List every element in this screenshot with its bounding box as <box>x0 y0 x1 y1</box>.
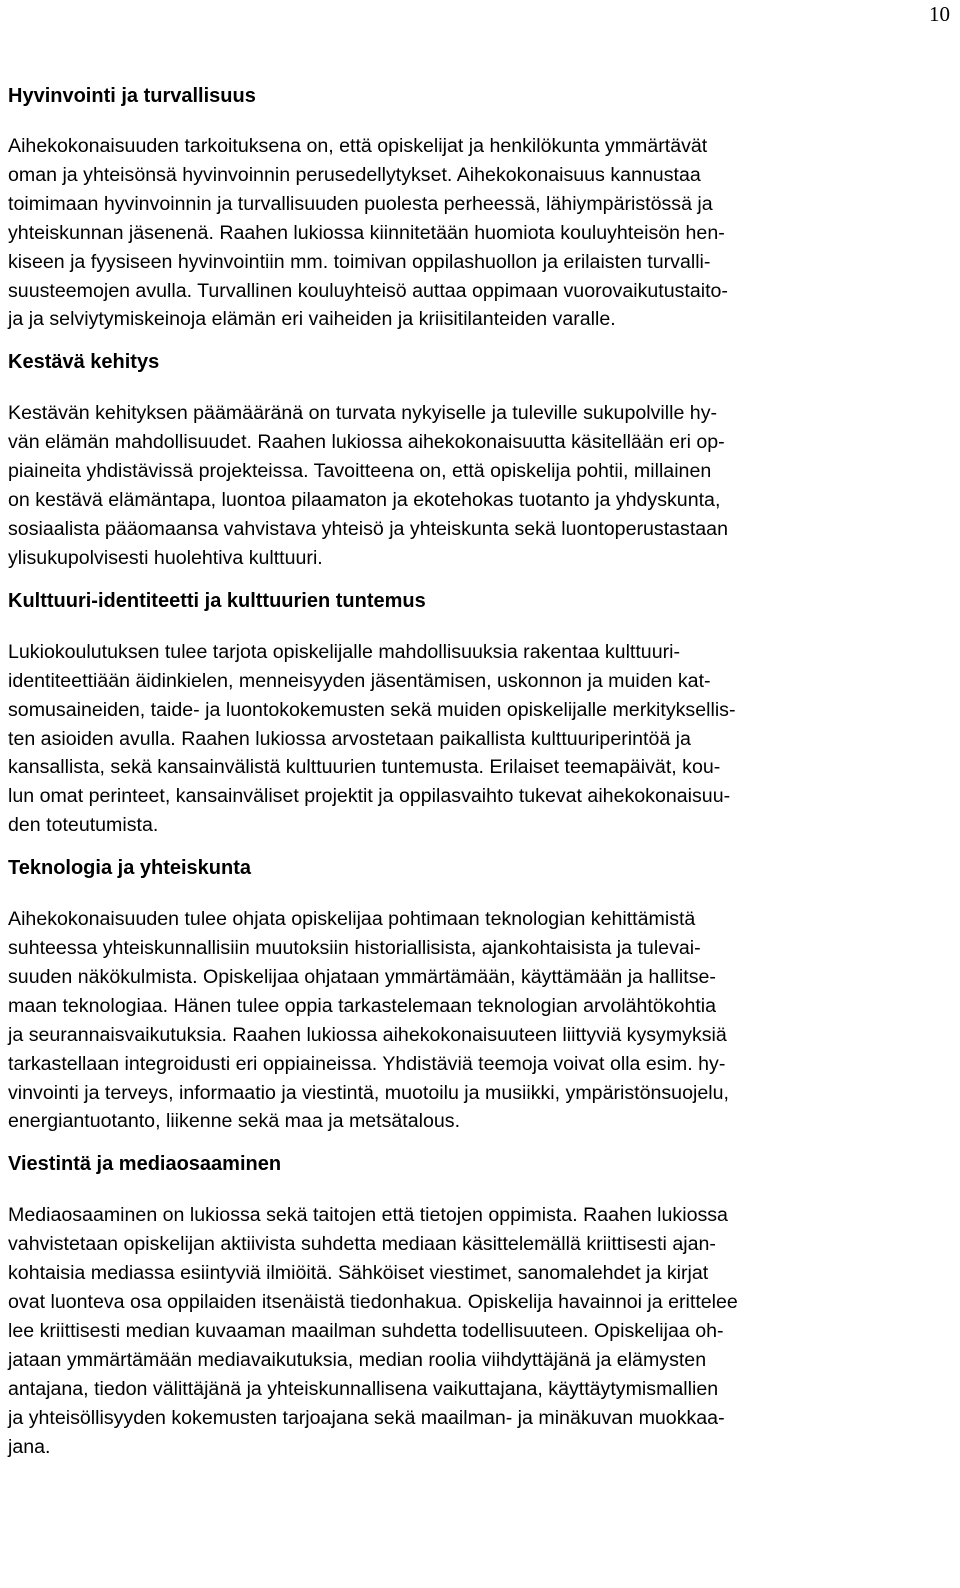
paragraph-line: on kestävä elämäntapa, luontoa pilaamaton ja ekotehokas tuotanto ja yhdyskunta, <box>8 489 721 512</box>
section-heading: Teknologia ja yhteiskunta <box>8 857 252 880</box>
paragraph-line: den toteutumista. <box>8 814 159 837</box>
paragraph-line: energiantuotanto, liikenne sekä maa ja metsätalous. <box>8 1110 461 1133</box>
section-heading: Hyvinvointi ja turvallisuus <box>8 85 256 107</box>
section-teknologia-ja-yhteiskunta <box>8 854 948 1136</box>
paragraph-line: ja ja selviytymiskeinoja elämän eri vaiheiden ja kriisitilanteiden varalle. <box>8 308 616 331</box>
paragraph-line: ja seurannaisvaikutuksia. Raahen lukiossa aihekokonaisuuteen liittyviä kysymyksiä <box>8 1023 727 1046</box>
paragraph-line: toimimaan hyvinvoinnin ja turvallisuuden puolesta perheessä, lähiympäristössä ja <box>8 192 713 215</box>
paragraph-line: identiteettiään äidinkielen, menneisyyden jäsentämisen, uskonnon ja muiden kat- <box>8 669 711 692</box>
section-paragraph <box>8 399 948 572</box>
paragraph-line: kansallista, sekä kansainvälistä kulttuurien tuntemusta. Erilaiset teemapäivät, kou- <box>8 756 721 779</box>
section-kestava-kehitys <box>8 348 948 572</box>
section-paragraph <box>8 132 948 334</box>
section-paragraph <box>8 638 948 840</box>
paragraph-line: suuden näkökulmista. Opiskelijaa ohjataan ymmärtämään, käyttämään ja hallitse- <box>8 965 716 988</box>
paragraph-line: lun omat perinteet, kansainväliset projektit ja oppilasvaihto tukevat aihekokonaisuu- <box>8 785 731 808</box>
paragraph-line: vän elämän mahdollisuudet. Raahen lukiossa aihekokonaisuutta käsitellään eri op- <box>8 431 725 454</box>
section-paragraph <box>8 1201 948 1461</box>
paragraph-line: Mediaosaaminen on lukiossa sekä taitojen että tietojen oppimista. Raahen lukiossa <box>8 1204 728 1227</box>
paragraph-line: maan teknologiaa. Hänen tulee oppia tarkastelemaan teknologian arvolähtökohtia <box>8 994 717 1017</box>
paragraph-line: antajana, tiedon välittäjänä ja yhteiskunnallisena vaikuttajana, käyttäytymismallien <box>8 1377 719 1400</box>
section-heading: Viestintä ja mediaosaaminen <box>8 1153 282 1176</box>
paragraph-line: Kestävän kehityksen päämääränä on turvata nykyiselle ja tuleville sukupolville hy- <box>8 402 718 425</box>
paragraph-line: ylisukupolvisesti huolehtiva kulttuuri. <box>8 546 323 569</box>
paragraph-line: oman ja yhteisönsä hyvinvoinnin perusedellytykset. Aihekokonaisuus kannustaa <box>8 163 701 186</box>
paragraph-line: Lukiokoulutuksen tulee tarjota opiskelijalle mahdollisuuksia rakentaa kulttuuri- <box>8 640 681 663</box>
section-heading: Kestävä kehitys <box>8 351 160 374</box>
paragraph-line: jataan ymmärtämään mediavaikutuksia, median roolia viihdyttäjänä ja elämysten <box>8 1348 707 1371</box>
paragraph-line: vahvistetaan opiskelijan aktiivista suhdetta mediaan käsittelemällä kriittisesti ajan- <box>8 1233 716 1256</box>
section-paragraph <box>8 905 948 1136</box>
paragraph-line: jana. <box>8 1435 51 1458</box>
paragraph-line: somusaineiden, taide- ja luontokokemusten sekä muiden opiskelijalle merkityksellis- <box>8 698 736 721</box>
section-heading: Kulttuuri-identiteetti ja kulttuurien tuntemus <box>8 589 426 612</box>
paragraph-line: ja yhteisöllisyyden kokemusten tarjoajana sekä maailman- ja minäkuvan muokkaa- <box>8 1406 725 1429</box>
paragraph-line: ten asioiden avulla. Raahen lukiossa arvostetaan paikallista kulttuuriperintöä ja <box>8 727 691 750</box>
paragraph-line: piaineita yhdistävissä projekteissa. Tavoitteena on, että opiskelija pohtii, millainen <box>8 460 712 483</box>
paragraph-line: yhteiskunnan jäsenenä. Raahen lukiossa kiinnitetään huomiota kouluyhteisön hen- <box>8 221 725 244</box>
paragraph-line: sosiaalista pääomaansa vahvistava yhteisö ja yhteiskunta sekä luontoperustastaan <box>8 517 728 540</box>
section-hyvinvointi-ja-turvallisuus <box>8 82 948 334</box>
section-viestinta-ja-mediaosaaminen <box>8 1150 948 1461</box>
paragraph-line: suusteemojen avulla. Turvallinen kouluyhteisö auttaa oppimaan vuorovaikutustaito- <box>8 279 728 302</box>
paragraph-line: tarkastellaan integroidusti eri oppiaineissa. Yhdistäviä teemoja voivat olla esim. hy- <box>8 1052 726 1075</box>
paragraph-line: suhteessa yhteiskunnallisiin muutoksiin historiallisista, ajankohtaisista ja tulevai- <box>8 937 701 960</box>
paragraph-line: ovat luonteva osa oppilaiden itsenäistä tiedonhakua. Opiskelija havainnoi ja erittelee <box>8 1291 738 1314</box>
page-number: 10 <box>929 2 950 26</box>
document-body <box>8 82 948 1462</box>
paragraph-line: Aihekokonaisuuden tulee ohjata opiskelijaa pohtimaan teknologian kehittämistä <box>8 908 696 931</box>
paragraph-line: Aihekokonaisuuden tarkoituksena on, että opiskelijat ja henkilökunta ymmärtävät <box>8 135 708 157</box>
paragraph-line: kohtaisia mediassa esiintyviä ilmiöitä. Sähköiset viestimet, sanomalehdet ja kirjat <box>8 1262 709 1285</box>
paragraph-line: kiseen ja fyysiseen hyvinvointiin mm. toimivan oppilashuollon ja erilaisten turvalli- <box>8 250 711 273</box>
section-kulttuuri-identiteetti <box>8 587 948 840</box>
paragraph-line: vinvointi ja terveys, informaatio ja viestintä, muotoilu ja musiikki, ympäristönsuojelu, <box>8 1081 729 1104</box>
paragraph-line: lee kriittisesti median kuvaaman maailman suhdetta todellisuuteen. Opiskelijaa oh- <box>8 1320 724 1342</box>
